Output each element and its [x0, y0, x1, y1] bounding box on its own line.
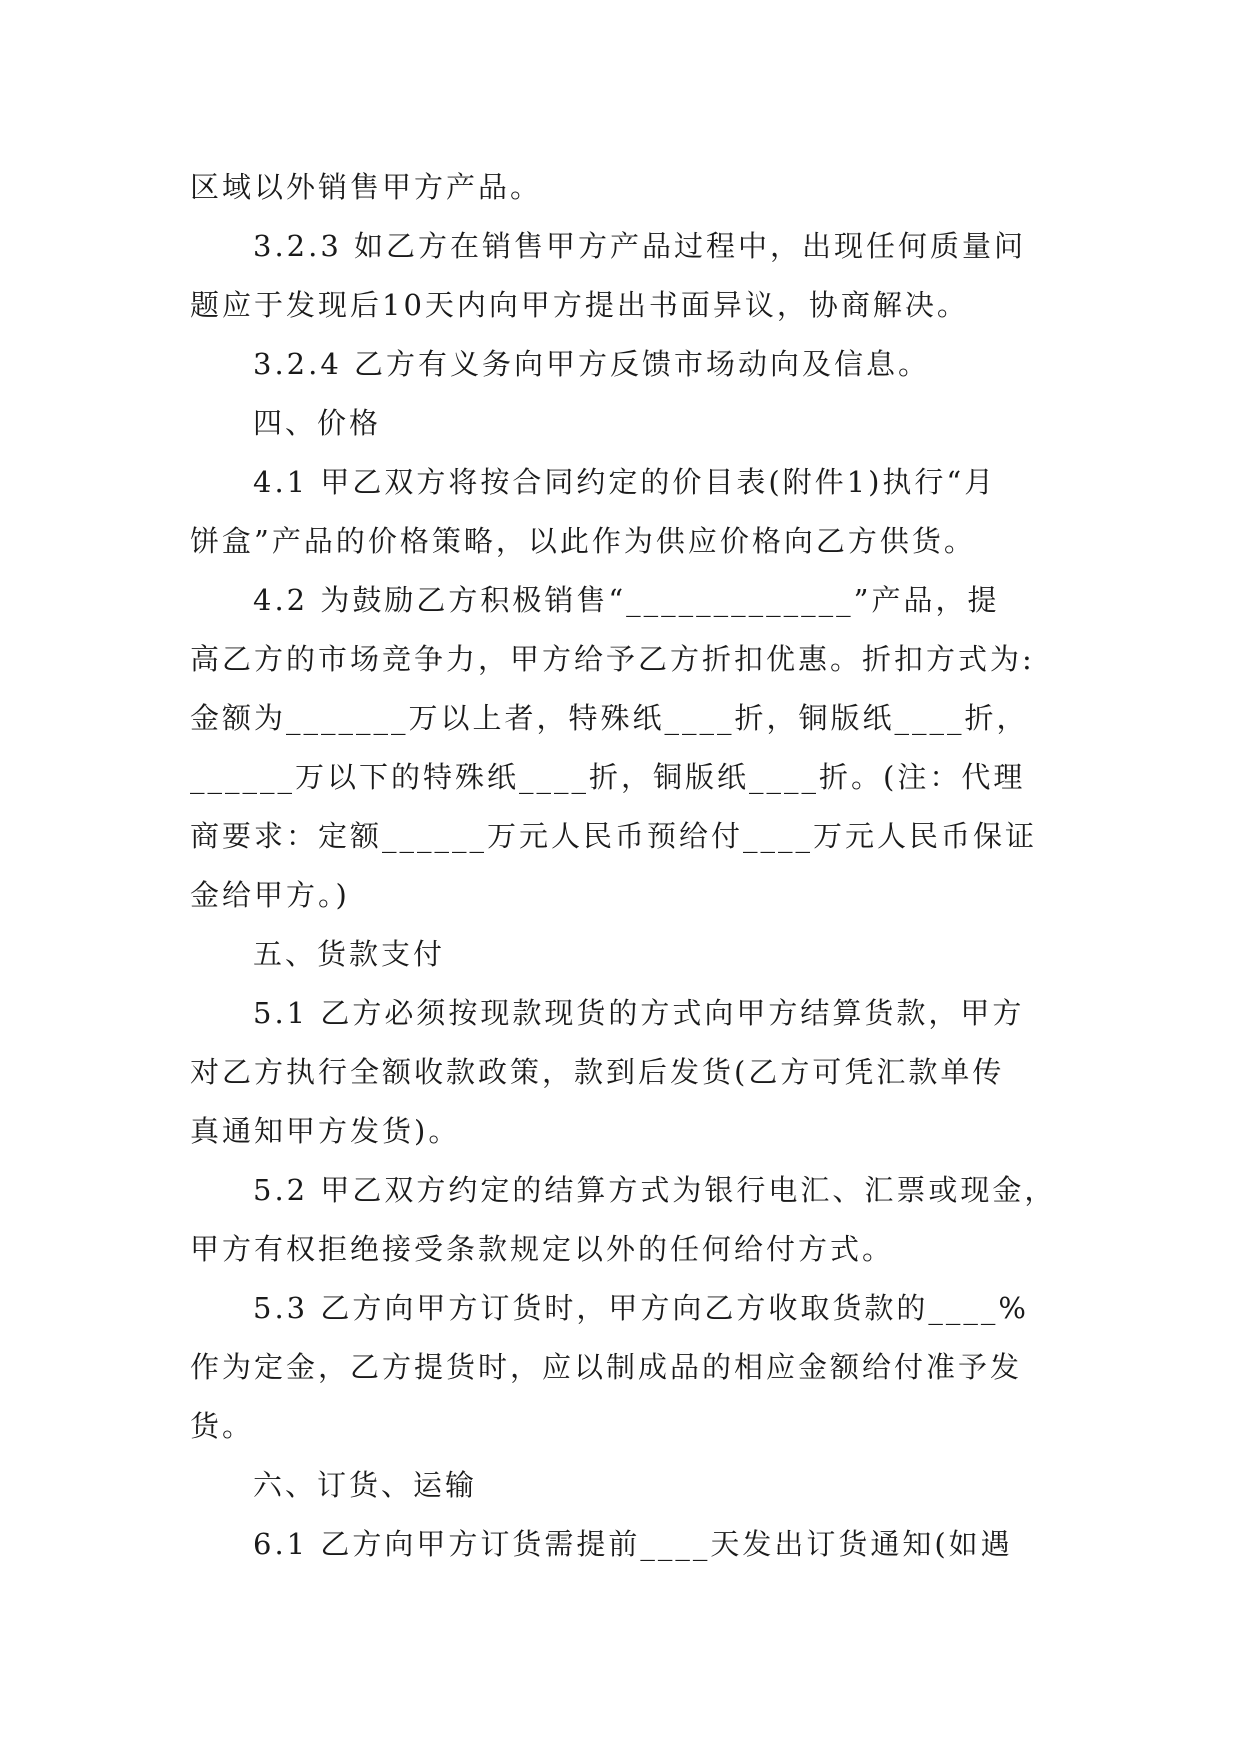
clause-5-1-line-2: 对乙方执行全额收款政策，款到后发货(乙方可凭汇款单传 — [190, 1055, 1005, 1089]
clause-4-1-line-2: 饼盒”产品的价格策略，以此作为供应价格向乙方供货。 — [190, 524, 976, 558]
clause-5-2-line-1: 5.2 甲乙双方约定的结算方式为银行电汇、汇票或现金， — [253, 1173, 1057, 1207]
clause-5-2-line-2: 甲方有权拒绝接受条款规定以外的任何给付方式。 — [190, 1232, 895, 1266]
clause-4-2-line-5: 商要求：定额______万元人民币预给付____万元人民币保证 — [190, 819, 1038, 853]
section-heading-ordering-transport: 六、订货、运输 — [253, 1468, 478, 1502]
document-body — [190, 158, 1057, 1574]
clause-4-2-line-4: ______万以下的特殊纸____折，铜版纸____折。(注：代理 — [190, 760, 1026, 794]
clause-3-2-4: 3.2.4 乙方有义务向甲方反馈市场动向及信息。 — [253, 347, 931, 381]
clause-5-3-line-2: 作为定金，乙方提货时，应以制成品的相应金额给付准予发 — [190, 1350, 1023, 1384]
clause-3-2-3-line-2: 题应于发现后10天内向甲方提出书面异议，协商解决。 — [190, 288, 969, 322]
clause-5-3-line-1: 5.3 乙方向甲方订货时，甲方向乙方收取货款的____% — [253, 1291, 1029, 1325]
clause-4-2-line-3: 金额为_______万以上者，特殊纸____折，铜版纸____折， — [190, 701, 1029, 735]
clause-3-2-3-line-1: 3.2.3 如乙方在销售甲方产品过程中，出现任何质量问 — [253, 229, 1027, 263]
clause-4-2-line-2: 高乙方的市场竞争力，甲方给予乙方折扣优惠。折扣方式为: — [190, 642, 1035, 676]
clause-5-1-line-3: 真通知甲方发货)。 — [190, 1114, 461, 1148]
clause-4-2-line-6: 金给甲方。) — [190, 878, 350, 912]
text-line: 区域以外销售甲方产品。 — [190, 170, 543, 204]
section-heading-payment: 五、货款支付 — [253, 937, 446, 971]
clause-6-1-line-1: 6.1 乙方向甲方订货需提前____天发出订货通知(如遇 — [253, 1527, 1013, 1561]
clause-5-3-line-3: 货。 — [190, 1409, 255, 1443]
clause-4-1-line-1: 4.1 甲乙双方将按合同约定的价目表(附件1)执行“月 — [253, 465, 997, 499]
section-heading-price: 四、价格 — [253, 406, 382, 440]
clause-5-1-line-1: 5.1 乙方必须按现款现货的方式向甲方结算货款，甲方 — [253, 996, 1025, 1030]
clause-4-2-line-1: 4.2 为鼓励乙方积极销售“_____________”产品，提 — [253, 583, 1000, 617]
